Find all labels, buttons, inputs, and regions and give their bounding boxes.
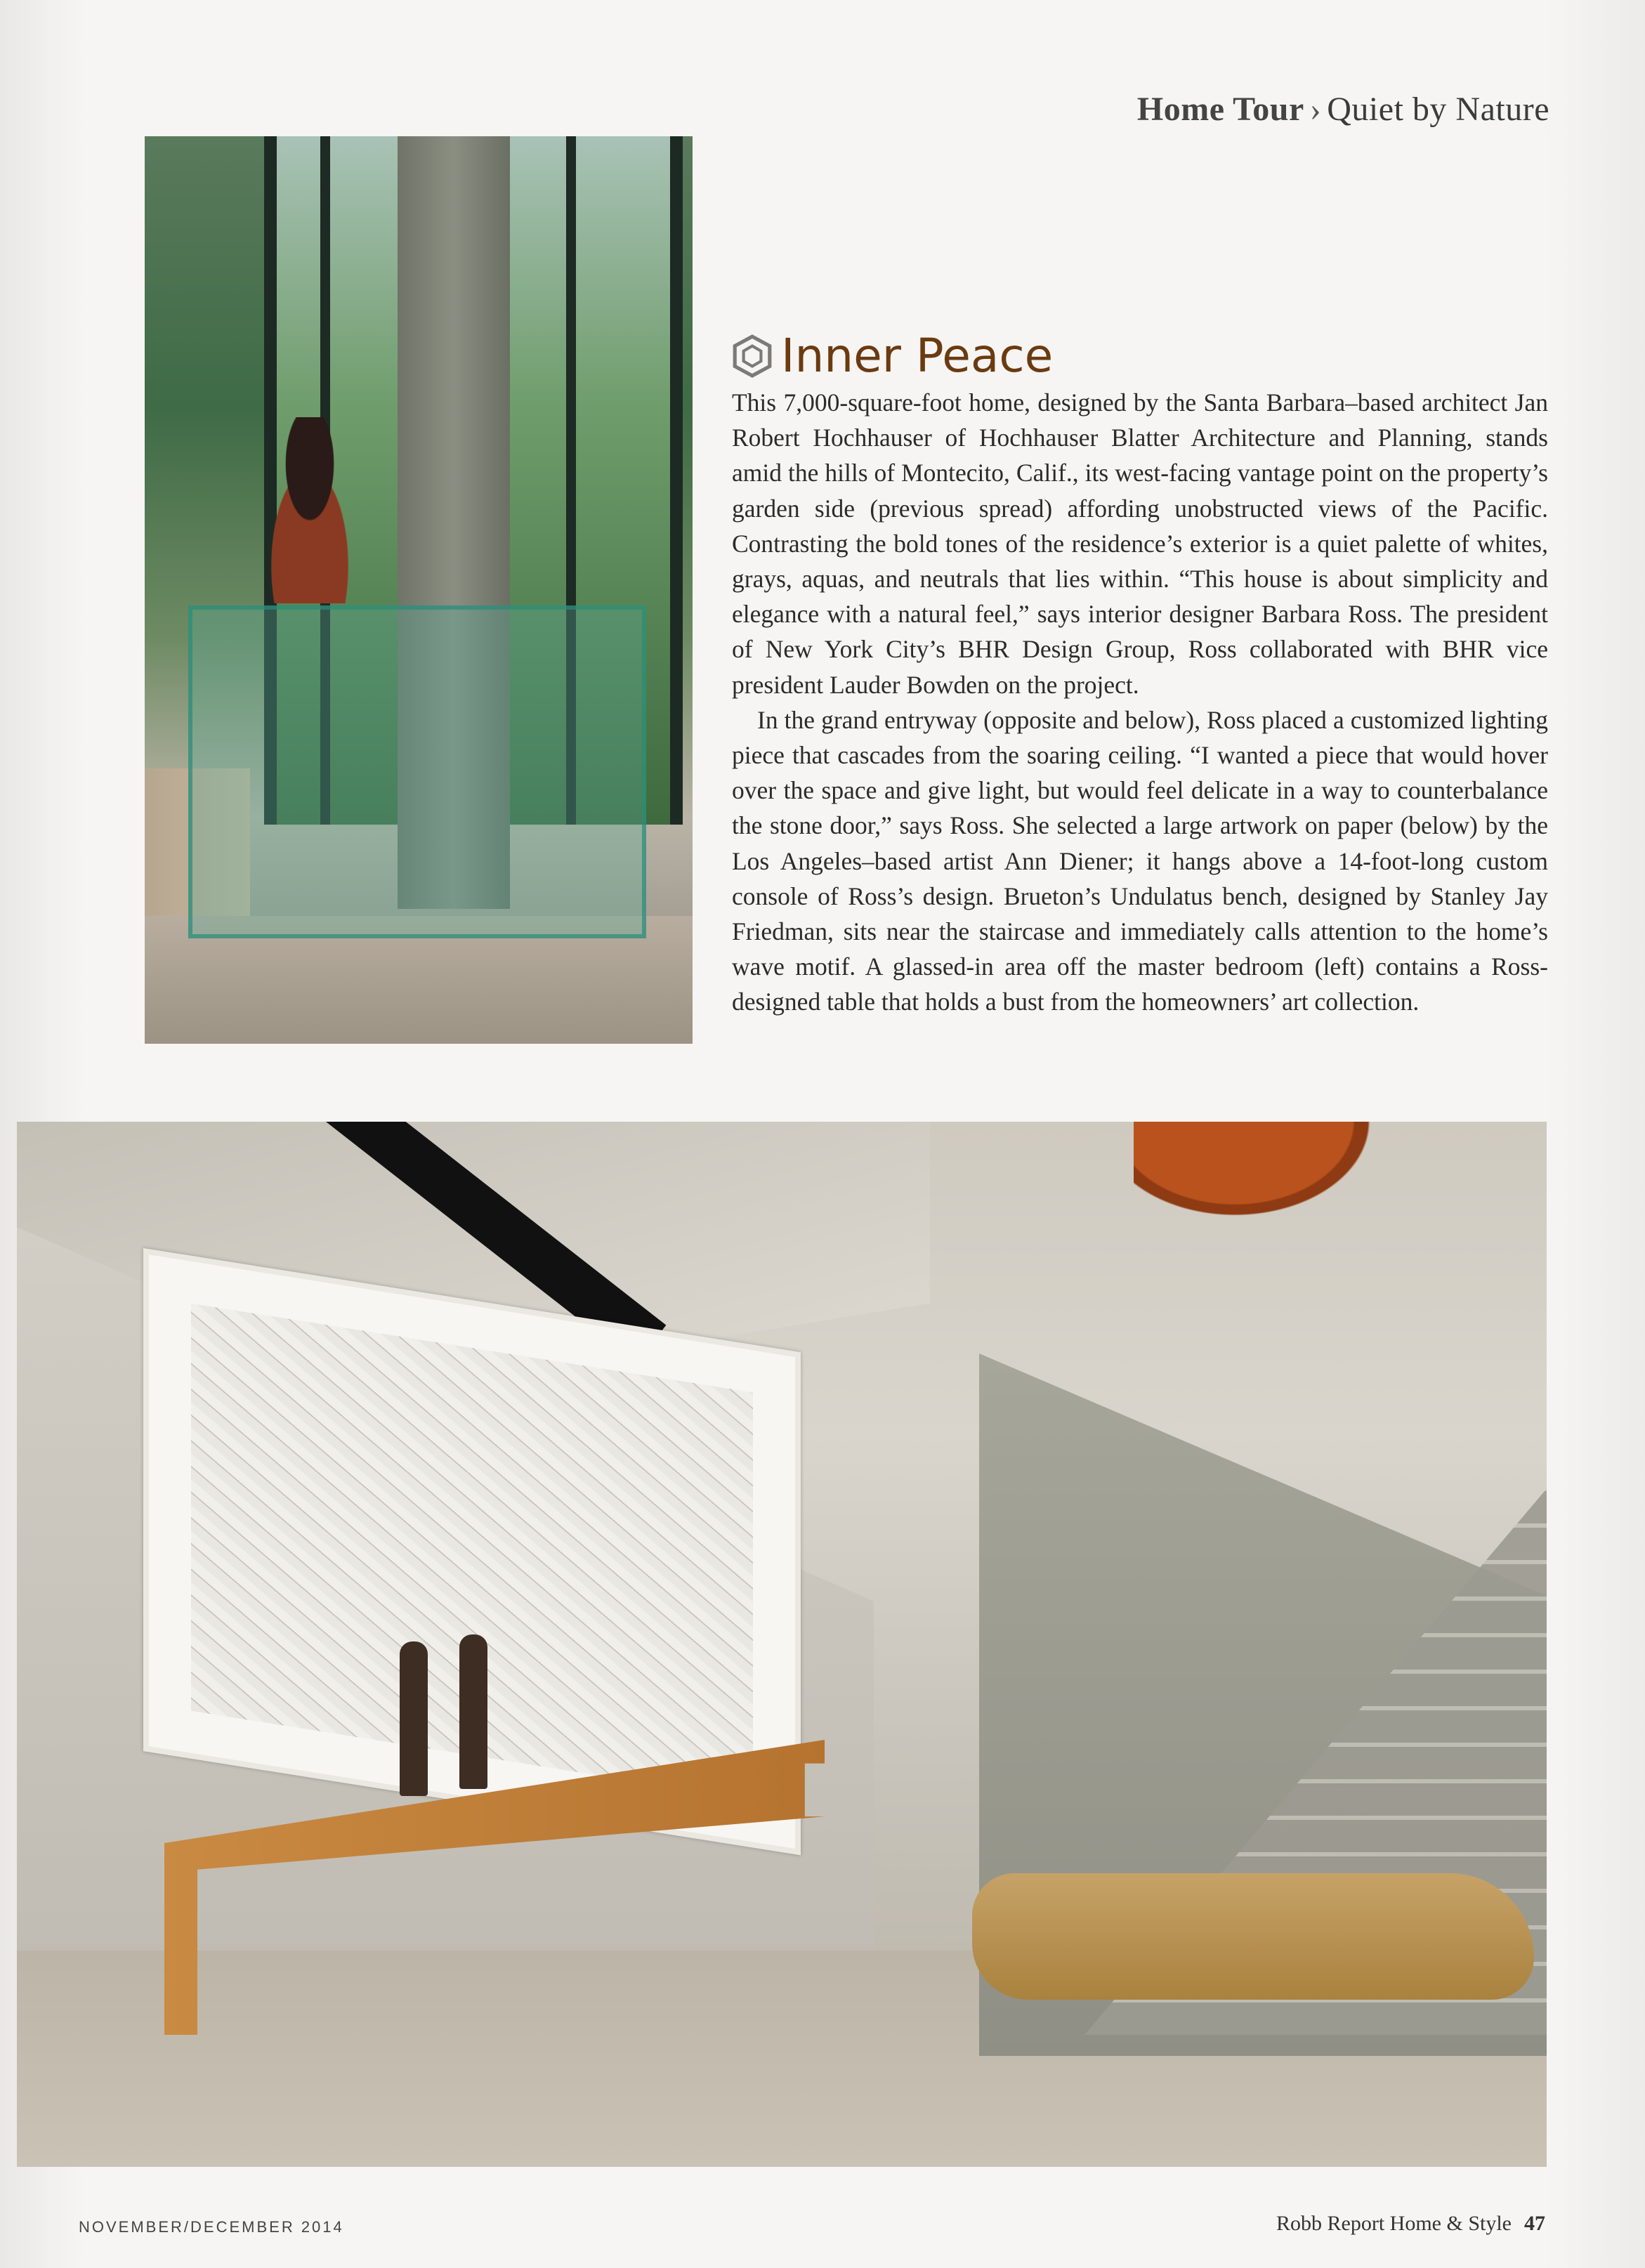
running-header [1137, 90, 1549, 129]
bust-sculpture [250, 417, 369, 603]
page-footer [1276, 2212, 1545, 2236]
bedroom-glass-table-photo [145, 136, 693, 1044]
issue-date: NOVEMBER/DECEMBER 2014 [79, 2218, 344, 2236]
article-body [732, 385, 1548, 1020]
article-title-text: Inner Peace [781, 329, 1054, 383]
bronze-figure [400, 1641, 428, 1796]
undulatus-bench [972, 1873, 1534, 2000]
hexagon-icon [730, 334, 774, 378]
publication-name: Robb Report Home & Style [1276, 2212, 1512, 2235]
page-number: 47 [1524, 2212, 1545, 2235]
header-separator: › [1309, 91, 1322, 128]
bronze-figure [459, 1634, 487, 1789]
header-story: Quiet by Nature [1327, 91, 1549, 128]
wall-sculpture [1134, 1122, 1387, 1227]
paragraph: This 7,000-square-foot home, designed by the Santa Barbara–based architect Jan Robert Hochhauser of Hochhauser Blatter Architecture and Planning, stands amid the hills of Montecito, Calif., its west-facing vantage point on the property’s garden side (previous spread) affording unobstructed views of the Pacific. Contrasting the bold tones of the residence’s exterior is a quiet palette of whites, grays, aquas, and neutrals that lies within. “This house is about simplicity and elegance with a natural feel,” says interior designer Barbara Ross. The president of New York City’s BHR Design Group, Ross collaborated with BHR vice president Lauder Bowden on the project. [732, 388, 1548, 699]
article-title [730, 329, 1053, 383]
entryway-photo [17, 1122, 1547, 2167]
header-section: Home Tour [1136, 91, 1304, 128]
paragraph: In the grand entryway (opposite and below), Ross placed a customized lighting piece that cascades from the soaring ceiling. “I wanted a piece that would hover over the space and give light, but would feel delicate in a way to counterbalance the stone door,” says Ross. She selected a large artwork on paper (below) by the Los Angeles–based artist Ann Diener; it hangs above a 14-foot-long custom console of Ross’s design. Brueton’s Undulatus bench, designed by Stanley Jay Friedman, sits near the staircase and immediately calls attention to the home’s wave motif. A glassed-in area off the master bedroom (left) contains a Ross-designed table that holds a bust from the homeowners’ art collection. [732, 705, 1548, 1016]
glass-table [188, 605, 646, 938]
